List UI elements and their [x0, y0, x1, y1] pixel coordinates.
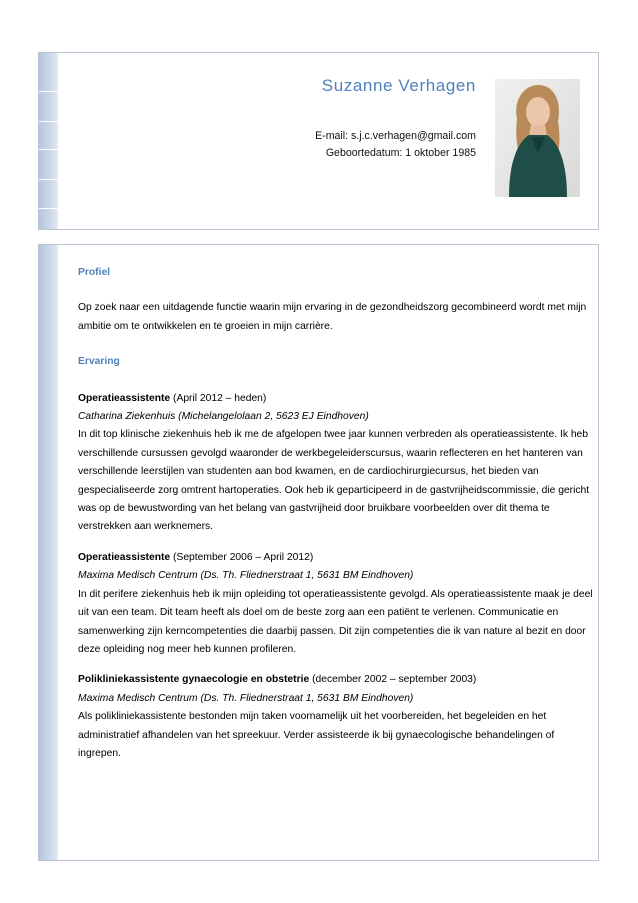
job-description: In dit top klinische ziekenhuis heb ik me de afgelopen twee jaar kunnen verbreden als operatieassistente. Ik heb verschillende cursussen gevolgd waaronder de werkbegeleiderscursus, waarin reflecteren en het hanteren van verschillende leerstijlen van studenten aan bod kwamen, en de cardiochirurgiecursus, het bieden van gespecialiseerde zorg omtrent hartoperaties. Ook heb ik geparticipeerd in de gastvrijheidscommissie, die gericht was op de bewustwording van het belang van gastvrijheid door bruikbare voorbeelden over dit thema te verstrekken aan werknemers.: [78, 429, 590, 533]
birthdate-line: Geboortedatum: 1 oktober 1985: [325, 147, 476, 159]
job-entry: [78, 671, 593, 763]
profile-heading: Profiel: [78, 267, 111, 278]
email-line: E-mail: s.j.c.verhagen@gmail.com: [315, 130, 476, 142]
job-header: [78, 549, 593, 567]
job-title: Operatieassistente: [78, 392, 171, 404]
job-description: Als polikliniekassistente bestonden mijn taken voornamelijk uit het voorbereiden, het begeleiden en het administratief afhandelen van het spreekuur. Verder assisteerde ik bij gynaecologische behandelingen of ingrepen.: [78, 711, 555, 759]
job-title: Polikliniekassistente gynaecologie en obstetrie: [78, 674, 310, 686]
contact-info: [315, 128, 476, 162]
job-employer: Maxima Medisch Centrum (Ds. Th. Fliednerstraat 1, 5631 BM Eindhoven): [78, 692, 414, 704]
job-entry: [78, 390, 593, 537]
profile-photo: [495, 79, 580, 197]
candidate-name: Suzanne Verhagen: [321, 76, 476, 95]
job-title: Operatieassistente: [78, 551, 171, 563]
content-panel: [38, 244, 599, 861]
job-header: [78, 671, 593, 689]
job-header: [78, 390, 593, 408]
job-employer: Maxima Medisch Centrum (Ds. Th. Fliednerstraat 1, 5631 BM Eindhoven): [78, 570, 414, 582]
resume-body: [78, 264, 593, 763]
profile-text: Op zoek naar een uitdagende functie waarin mijn ervaring in de gezondheidszorg gecombineerd wordt met mijn ambitie om te ontwikkelen en te groeien in mijn carrière.: [78, 302, 587, 332]
experience-heading: Ervaring: [78, 356, 120, 368]
job-period: (April 2012 – heden): [173, 392, 267, 404]
job-period: (September 2006 – April 2012): [173, 551, 314, 563]
job-description: In dit perifere ziekenhuis heb ik mijn opleiding tot operatieassistente gevolgd. Als operatieassistente maak je deel uit van een team. Dit team heeft als doel om de beste zorg aan een patiënt te verlenen. Communicatie en samenwerking zijn kerncompetenties die daarbij passen. Dit zijn competenties die ik van nature al bezit en door deze opleiding nog meer heb kunnen profileren.: [78, 588, 593, 655]
decorative-stripe: [39, 245, 58, 860]
header-panel: [38, 52, 599, 230]
job-period: (december 2002 – september 2003): [312, 674, 477, 686]
job-employer: Catharina Ziekenhuis (Michelangelolaan 2, 5623 EJ Eindhoven): [78, 411, 369, 423]
decorative-stripe: [39, 53, 58, 229]
job-entry: [78, 549, 593, 659]
